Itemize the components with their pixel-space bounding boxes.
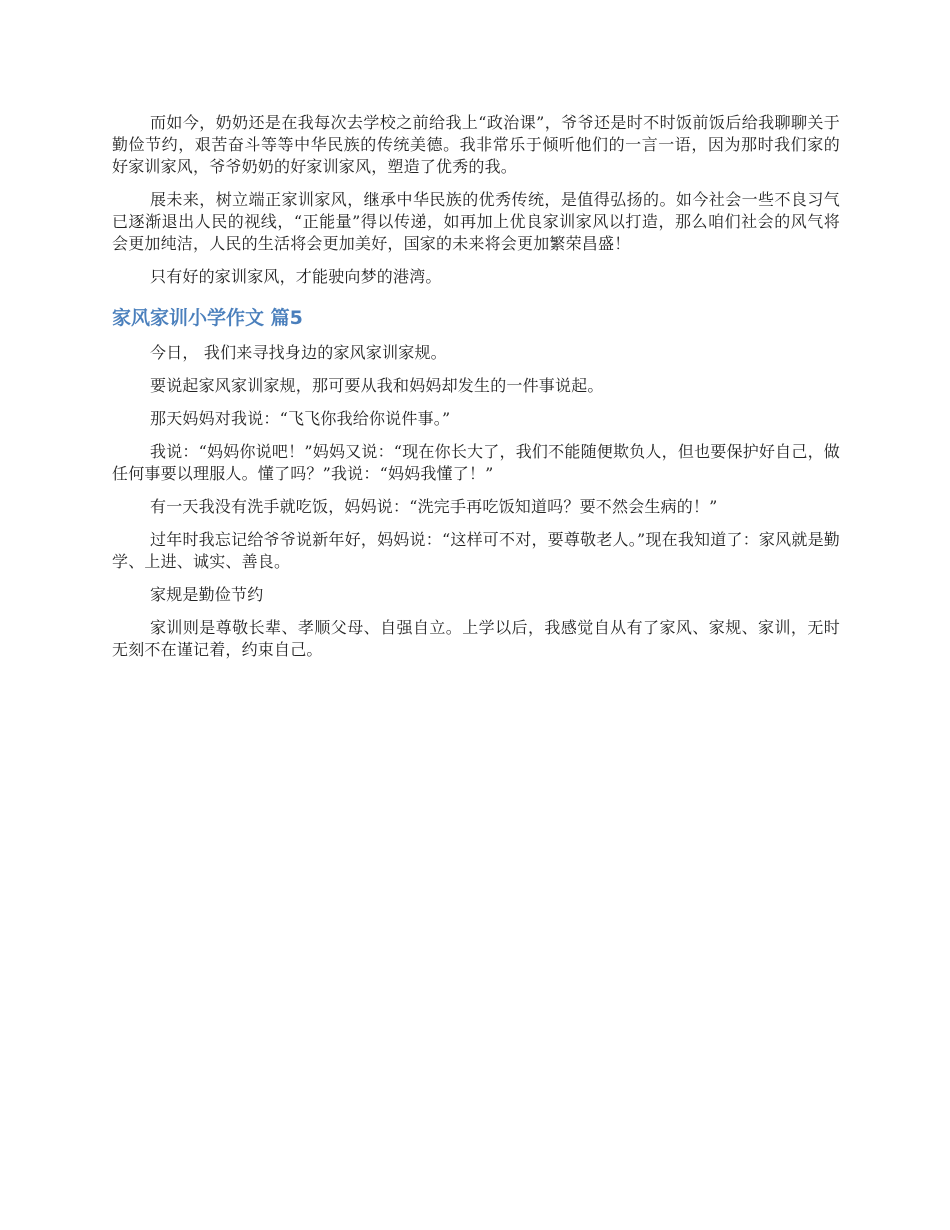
paragraph: 今日， 我们来寻找身边的家风家训家规。 <box>150 343 447 362</box>
paragraph: 展未来，树立端正家训家风，继承中华民族的优秀传统，是值得弘扬的。如今社会一些不良习气已逐渐退出人民的视线，“正能量”得以传递，如再加上优良家训家风以打造，那么咱们社会的风气将会更加纯洁，人民的生活将会更加美好，国家的未来将会更加繁荣昌盛！ <box>112 190 840 253</box>
paragraph: 要说起家风家训家规，那可要从我和妈妈却发生的一件事说起。 <box>150 376 604 395</box>
paragraph: 家训则是尊敬长辈、孝顺父母、自强自立。上学以后，我感觉自从有了家风、家规、家训，无时无刻不在谨记着，约束自己。 <box>112 618 840 659</box>
paragraph: 家规是勤俭节约 <box>150 585 264 604</box>
paragraph: 有一天我没有洗手就吃饭，妈妈说：“洗完手再吃饭知道吗？要不然会生病的！” <box>150 497 718 516</box>
section-heading: 家风家训小学作文 篇5 <box>112 307 303 329</box>
paragraph: 那天妈妈对我说：“飞飞你我给你说件事。” <box>150 409 451 428</box>
paragraph: 而如今，奶奶还是在我每次去学校之前给我上“政治课”，爷爷还是时不时饭前饭后给我聊聊关于勤俭节约，艰苦奋斗等等中华民族的传统美德。我非常乐于倾听他们的一言一语，因为那时我们家的好家训家风，爷爷奶奶的好家训家风，塑造了优秀的我。 <box>112 113 840 176</box>
paragraph: 只有好的家训家风，才能驶向梦的港湾。 <box>150 267 442 286</box>
document-page <box>112 112 840 672</box>
paragraph: 过年时我忘记给爷爷说新年好，妈妈说：“这样可不对，要尊敬老人。”现在我知道了：家风就是勤学、上进、诚实、善良。 <box>112 530 840 571</box>
paragraph: 我说：“妈妈你说吧！”妈妈又说：“现在你长大了，我们不能随便欺负人，但也要保护好自己，做任何事要以理服人。懂了吗？”我说：“妈妈我懂了！” <box>112 442 840 483</box>
